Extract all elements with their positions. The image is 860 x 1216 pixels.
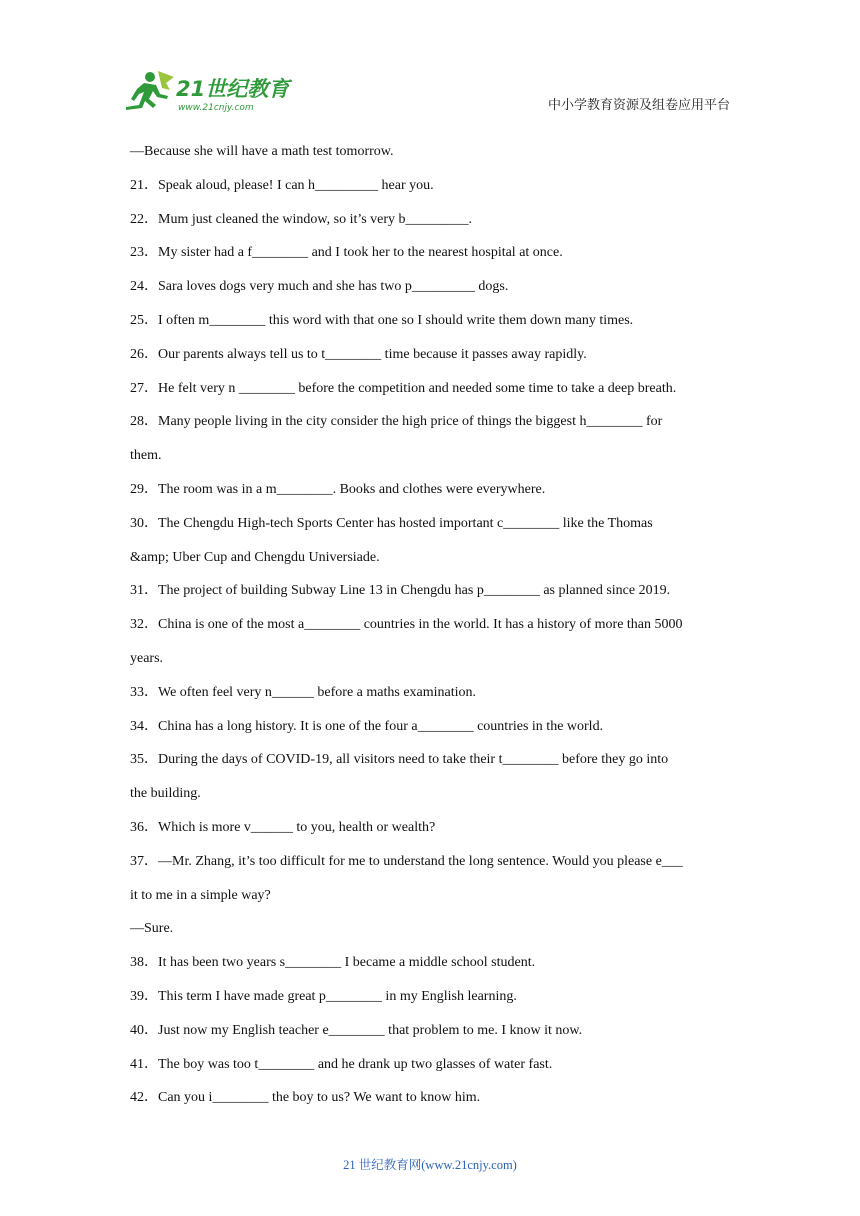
exercise-line: 40．Just now my English teacher e________ that problem to me. I know it now. [130,1022,583,1038]
exercise-content [130,135,734,1115]
exercise-line: 23．My sister had a f________ and I took her to the nearest hospital at once. [130,245,563,261]
exercise-line: 28．Many people living in the city consider the high price of things the biggest h________ for [130,414,663,430]
exercise-line: 36．Which is more v______ to you, health or wealth? [130,819,436,835]
exercise-line: 25．I often m________ this word with that one so I should write them down many times. [130,312,634,328]
exercise-line: 26．Our parents always tell us to t________ time because it passes away rapidly. [130,346,587,362]
exercise-line: 29．The room was in a m________. Books and clothes were everywhere. [130,481,546,497]
exercise-line: the building. [130,786,201,802]
page-header [122,64,734,120]
exercise-line: &amp; Uber Cup and Chengdu Universiade. [130,549,380,565]
exercise-line: 31．The project of building Subway Line 13 in Chengdu has p________ as planned since 2019. [130,583,671,599]
exercise-line: 42．Can you i________ the boy to us? We want to know him. [130,1090,481,1106]
footer-source: 21 世纪教育网(www.21cnjy.com) [343,1158,517,1172]
logo-21cnjy [122,68,322,114]
exercise-line: 27．He felt very n ________ before the competition and needed some time to take a deep breath. [130,380,677,396]
exercise-line: years. [130,650,164,666]
exercise-line: 37．—Mr. Zhang, it’s too difficult for me to understand the long sentence. Would you please e___ [130,853,683,869]
exercise-line: 34．China has a long history. It is one of the four a________ countries in the world. [130,718,604,734]
exercise-line: 24．Sara loves dogs very much and she has two p_________ dogs. [130,279,509,295]
exercise-line: 32．China is one of the most a________ countries in the world. It has a history of more than 5000 [130,617,683,633]
exercise-line: —Sure. [130,921,174,937]
exercise-line: —Because she will have a math test tomorrow. [130,144,394,159]
exercise-line: 21．Speak aloud, please! I can h_________ hear you. [130,177,434,193]
exercise-line: 41．The boy was too t________ and he drank up two glasses of water fast. [130,1056,553,1072]
svg-text:www.21cnjy.com: www.21cnjy.com [178,103,254,113]
exercise-line: 30．The Chengdu High-tech Sports Center has hosted important c________ like the Thomas [130,515,653,531]
exercise-line: 39．This term I have made great p________ in my English learning. [130,988,517,1004]
exercise-line: 35．During the days of COVID-19, all visitors need to take their t________ before they go into [130,752,669,768]
exercise-line: 33．We often feel very n______ before a maths examination. [130,684,477,700]
exercise-line: 38．It has been two years s________ I became a middle school student. [130,955,536,971]
svg-text:21世纪教育: 21世纪教育 [176,77,290,101]
exercise-line: them. [130,448,162,464]
platform-tagline: 中小学教育资源及组卷应用平台 [547,98,730,113]
exercise-line: it to me in a simple way? [130,887,271,903]
exercise-line: 22．Mum just cleaned the window, so it’s very b_________. [130,211,473,227]
